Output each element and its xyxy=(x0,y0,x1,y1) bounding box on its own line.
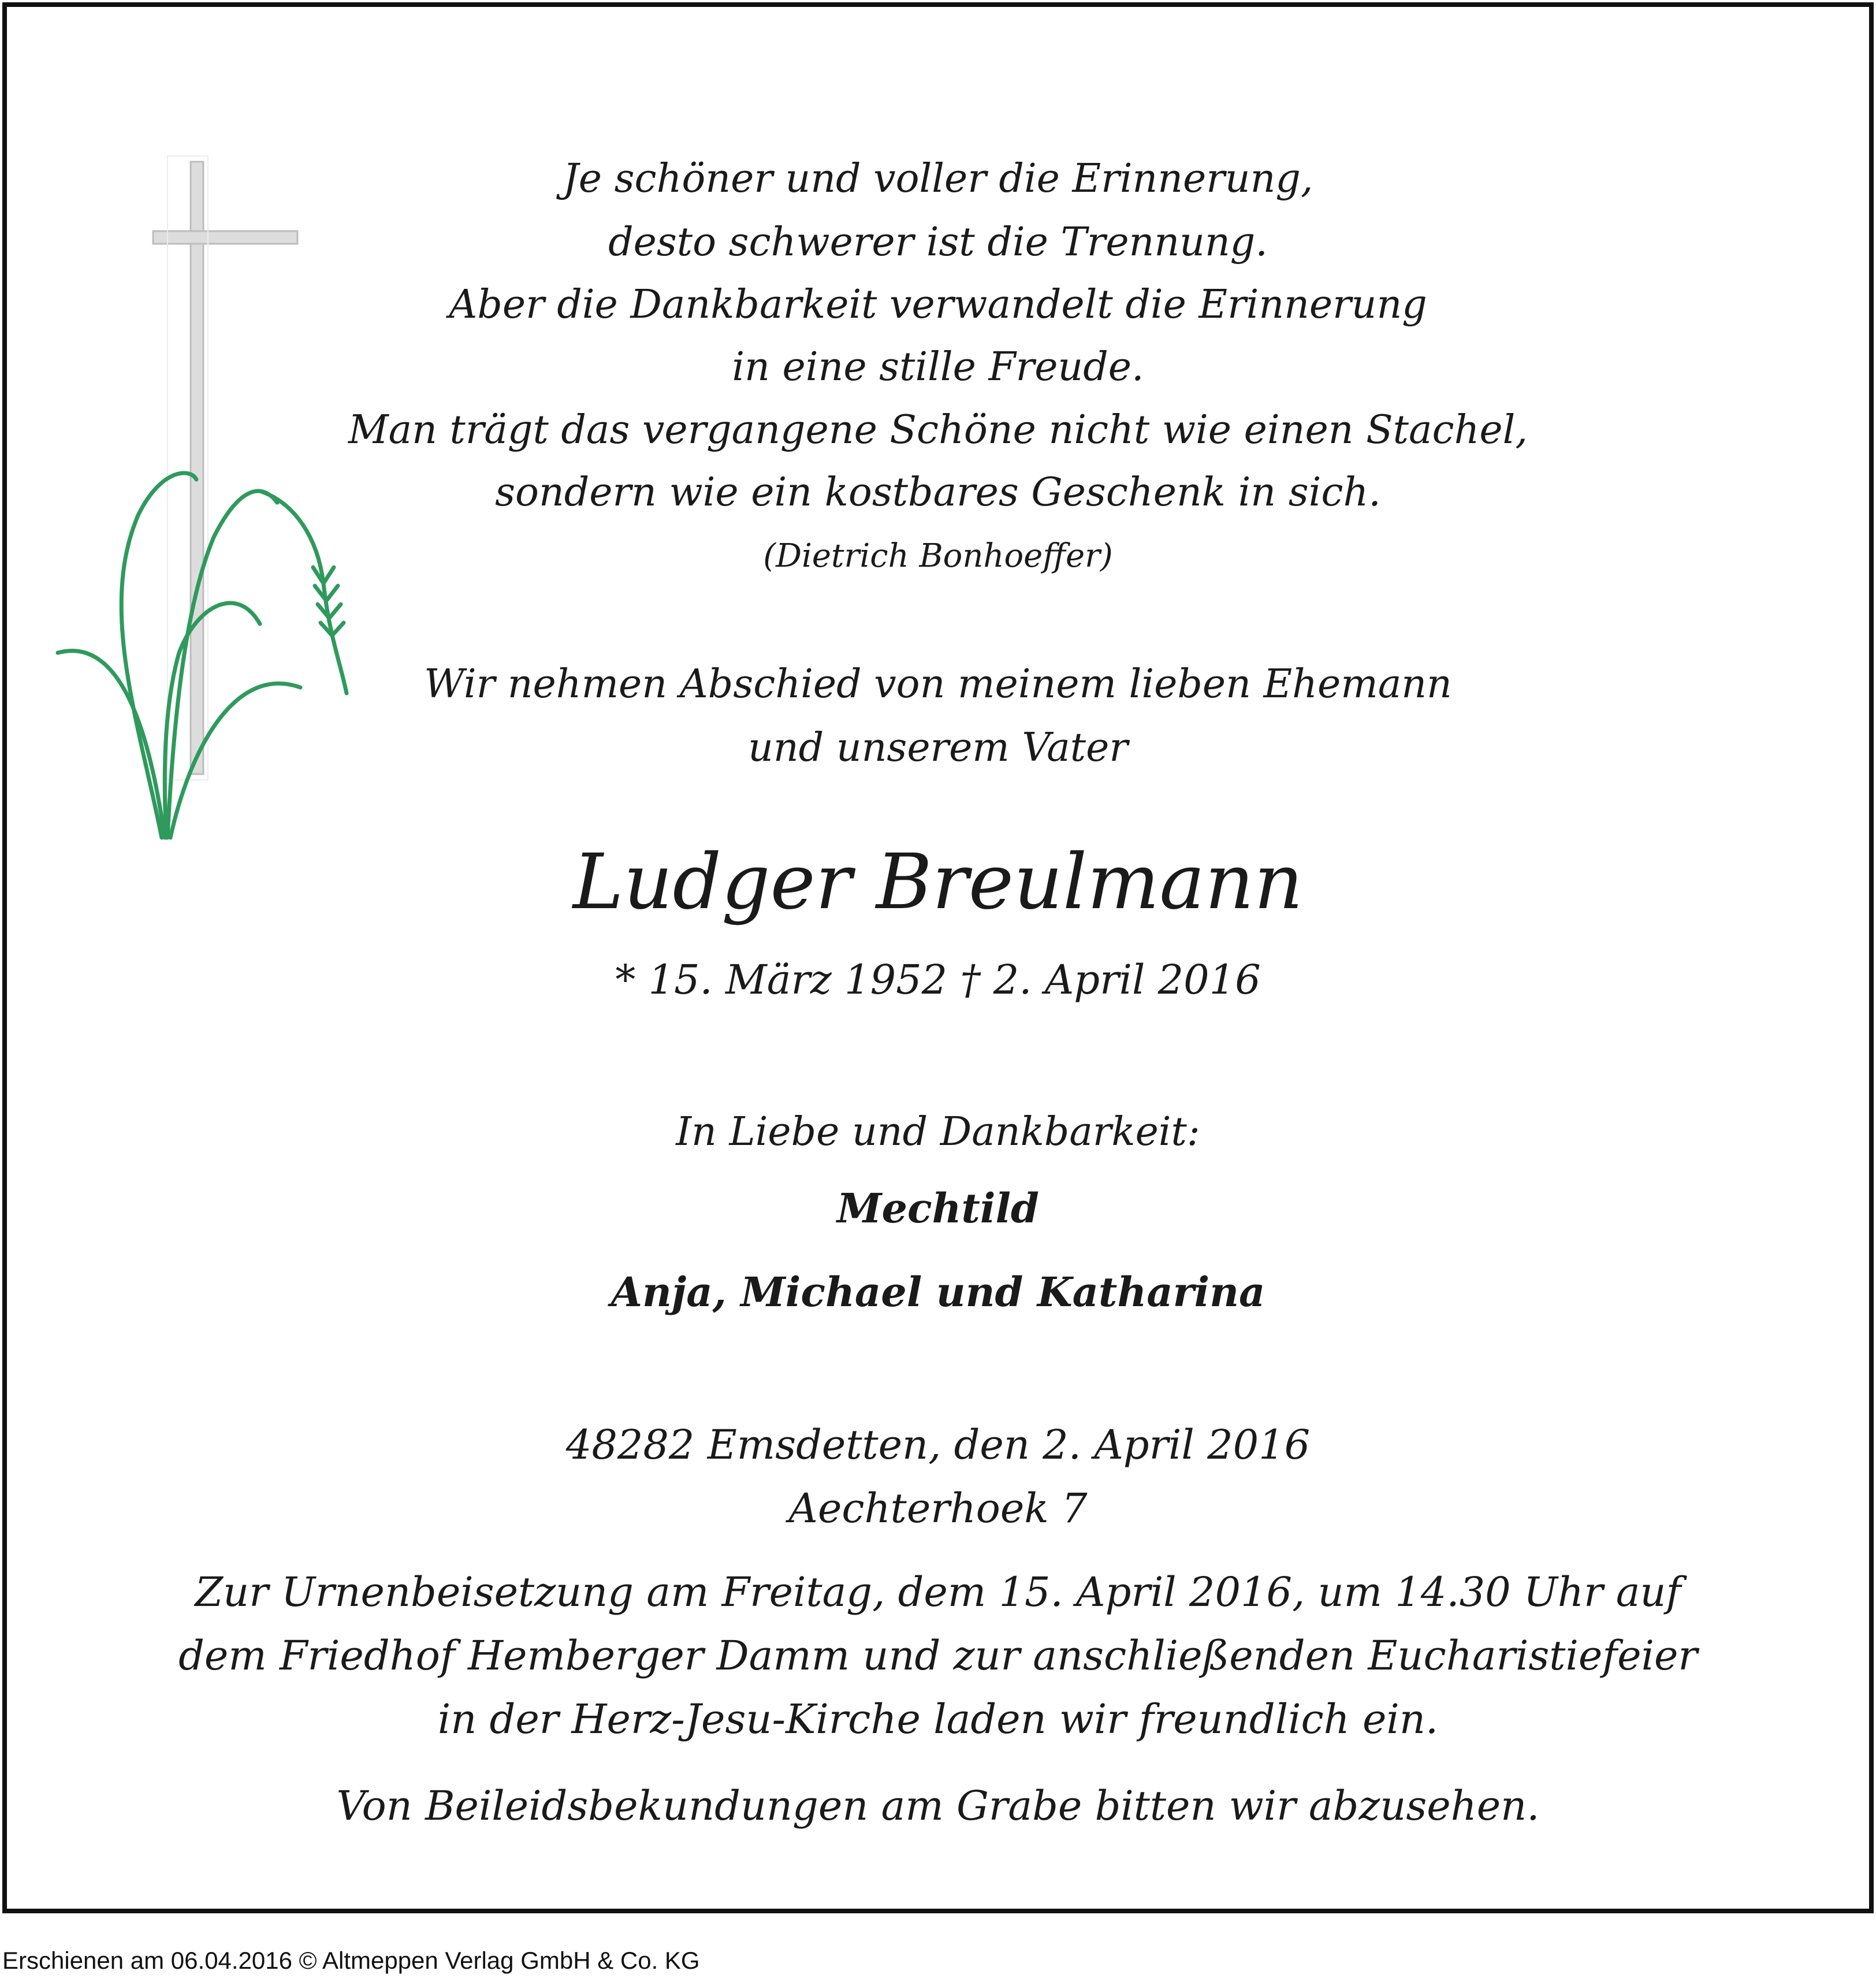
quote-author: (Dietrich Bonhoeffer) xyxy=(763,537,1113,575)
street-address: Aechterhoek 7 xyxy=(788,1485,1088,1532)
quote-line: Aber die Dankbarkeit verwandelt die Erinnerung xyxy=(449,282,1427,328)
intro-line-2: und unserem Vater xyxy=(748,725,1128,771)
quote-line: in eine stille Freude. xyxy=(732,344,1144,390)
quote-line: sondern wie ein kostbares Geschenk in sich. xyxy=(495,470,1381,515)
intro-line-1: Wir nehmen Abschied von meinem lieben Ehemann xyxy=(424,661,1452,707)
quote-line: desto schwerer ist die Trennung. xyxy=(608,220,1268,265)
condolence-note: Von Beileidsbekundungen am Grabe bitten wir abzusehen. xyxy=(336,1782,1540,1830)
mourners-heading: In Liebe und Dankbarkeit: xyxy=(676,1109,1200,1155)
funeral-info-line-2: dem Friedhof Hemberger Damm und zur anschließenden Eucharistiefeier xyxy=(178,1632,1698,1679)
quote-line: Man trägt das vergangene Schöne nicht wie einen Stachel, xyxy=(348,407,1528,453)
life-dates: * 15. März 1952 † 2. April 2016 xyxy=(615,956,1261,1003)
funeral-info-line-1: Zur Urnenbeisetzung am Freitag, dem 15. April 2016, um 14.30 Uhr auf xyxy=(195,1568,1681,1616)
funeral-info-line-3: in der Herz-Jesu-Kirche laden wir freundlich ein. xyxy=(437,1696,1439,1743)
publication-footer: Erschienen am 06.04.2016 © Altmeppen Verlag GmbH & Co. KG xyxy=(2,1947,700,1974)
place-date: 48282 Emsdetten, den 2. April 2016 xyxy=(565,1421,1311,1468)
mourner-children: Anja, Michael und Katharina xyxy=(611,1268,1265,1316)
quote-line: Je schöner und voller die Erinnerung, xyxy=(563,156,1313,202)
deceased-name: Ludger Breulmann xyxy=(572,838,1304,927)
mourner-wife: Mechtild xyxy=(837,1184,1039,1232)
